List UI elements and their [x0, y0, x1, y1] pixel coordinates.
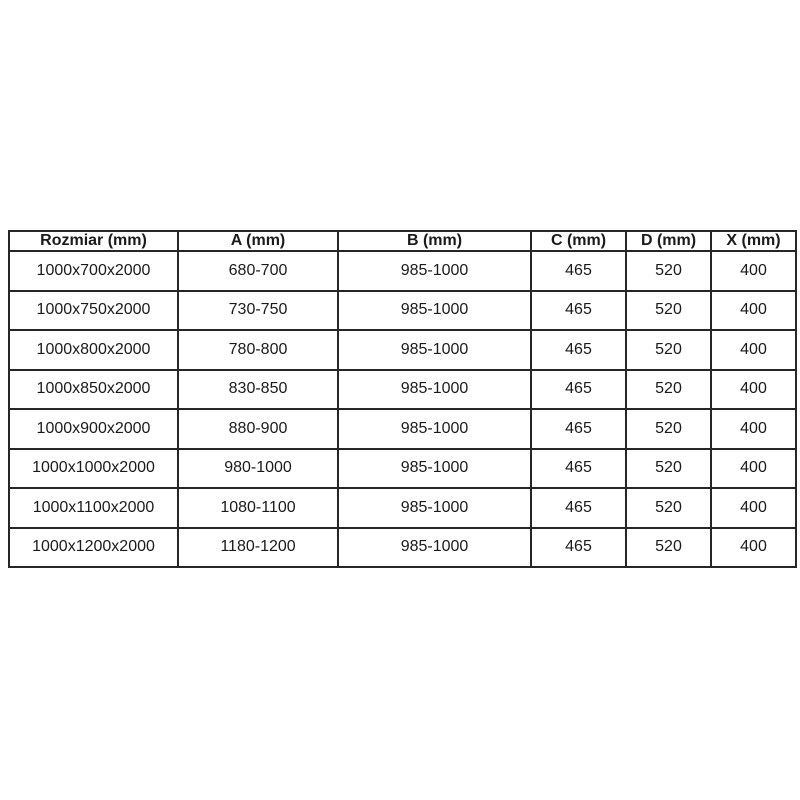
table-cell-b: 985-1000 — [338, 528, 531, 568]
table-cell-c: 465 — [531, 409, 626, 449]
table-cell-b: 985-1000 — [338, 251, 531, 291]
table-cell-a: 880-900 — [178, 409, 338, 449]
table-cell-d: 520 — [626, 528, 711, 568]
table-cell-rozmiar: 1000x900x2000 — [9, 409, 178, 449]
table-cell-a: 730-750 — [178, 291, 338, 331]
table-cell-c: 465 — [531, 251, 626, 291]
table-cell-a: 830-850 — [178, 370, 338, 410]
table-cell-d: 520 — [626, 291, 711, 331]
table-cell-d: 520 — [626, 449, 711, 489]
table-cell-d: 520 — [626, 488, 711, 528]
table-cell-d: 520 — [626, 330, 711, 370]
table-cell-b: 985-1000 — [338, 330, 531, 370]
table-row — [9, 528, 796, 568]
table-cell-b: 985-1000 — [338, 370, 531, 410]
table-cell-c: 465 — [531, 528, 626, 568]
table-row — [9, 449, 796, 489]
table-cell-x: 400 — [711, 251, 796, 291]
column-header-rozmiar: Rozmiar (mm) — [9, 231, 178, 251]
column-header-x: X (mm) — [711, 231, 796, 251]
table-row — [9, 370, 796, 410]
table-cell-rozmiar: 1000x1000x2000 — [9, 449, 178, 489]
table-cell-c: 465 — [531, 488, 626, 528]
table-cell-d: 520 — [626, 409, 711, 449]
table-cell-a: 1180-1200 — [178, 528, 338, 568]
table-cell-b: 985-1000 — [338, 291, 531, 331]
table-row — [9, 291, 796, 331]
table-cell-c: 465 — [531, 291, 626, 331]
column-header-b: B (mm) — [338, 231, 531, 251]
table-cell-a: 980-1000 — [178, 449, 338, 489]
table-cell-c: 465 — [531, 449, 626, 489]
column-header-a: A (mm) — [178, 231, 338, 251]
table-row — [9, 488, 796, 528]
table-cell-x: 400 — [711, 291, 796, 331]
table-cell-a: 780-800 — [178, 330, 338, 370]
table-cell-b: 985-1000 — [338, 449, 531, 489]
table-cell-d: 520 — [626, 251, 711, 291]
table-cell-rozmiar: 1000x800x2000 — [9, 330, 178, 370]
table-cell-c: 465 — [531, 330, 626, 370]
size-spec-table — [8, 230, 797, 568]
column-header-c: C (mm) — [531, 231, 626, 251]
table-cell-x: 400 — [711, 528, 796, 568]
table-cell-a: 680-700 — [178, 251, 338, 291]
table-header-row — [9, 231, 796, 251]
table-cell-d: 520 — [626, 370, 711, 410]
table-cell-rozmiar: 1000x700x2000 — [9, 251, 178, 291]
table-row — [9, 251, 796, 291]
table-cell-b: 985-1000 — [338, 409, 531, 449]
table-row — [9, 330, 796, 370]
table-cell-c: 465 — [531, 370, 626, 410]
table-cell-rozmiar: 1000x850x2000 — [9, 370, 178, 410]
table-cell-rozmiar: 1000x750x2000 — [9, 291, 178, 331]
table-cell-a: 1080-1100 — [178, 488, 338, 528]
table-cell-rozmiar: 1000x1200x2000 — [9, 528, 178, 568]
table-cell-b: 985-1000 — [338, 488, 531, 528]
table-cell-x: 400 — [711, 409, 796, 449]
table-cell-rozmiar: 1000x1100x2000 — [9, 488, 178, 528]
table-cell-x: 400 — [711, 488, 796, 528]
column-header-d: D (mm) — [626, 231, 711, 251]
table-row — [9, 409, 796, 449]
table-cell-x: 400 — [711, 330, 796, 370]
table-cell-x: 400 — [711, 449, 796, 489]
table-cell-x: 400 — [711, 370, 796, 410]
